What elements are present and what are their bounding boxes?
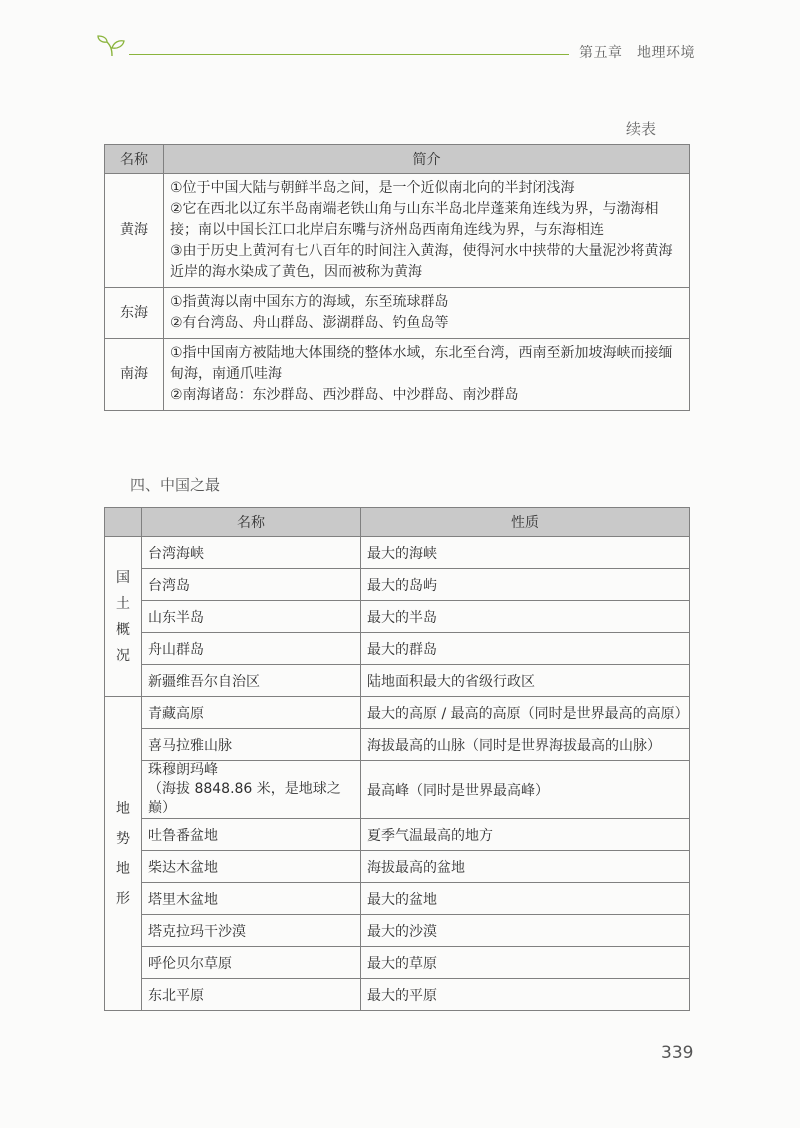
table-row bbox=[105, 339, 690, 411]
record-property: 最大的海峡 bbox=[361, 537, 690, 569]
intro-line: ③由于历史上黄河有七八百年的时间注入黄海，使得河水中挟带的大量泥沙将黄海近岸的海水染成了黄色，因而被称为黄海 bbox=[170, 243, 673, 280]
sea-name: 东海 bbox=[105, 288, 164, 339]
table-row bbox=[105, 601, 690, 633]
record-property: 最大的群岛 bbox=[361, 633, 690, 665]
sea-intro bbox=[164, 174, 690, 288]
column-header-name: 名称 bbox=[105, 145, 164, 174]
record-property: 最大的沙漠 bbox=[361, 915, 690, 947]
record-name: 台湾岛 bbox=[142, 569, 361, 601]
intro-line: ①指中国南方被陆地大体围绕的整体水域，东北至台湾，西南至新加坡海峡而接缅甸海，南通爪哇海 bbox=[170, 345, 673, 382]
group-label-text: 地势地形 bbox=[116, 800, 130, 907]
column-header-property: 性质 bbox=[361, 508, 690, 537]
continued-label: 续表 bbox=[626, 120, 657, 138]
record-name: 呼伦贝尔草原 bbox=[142, 947, 361, 979]
seas-table bbox=[104, 144, 690, 411]
record-name: 山东半岛 bbox=[142, 601, 361, 633]
group-label-text: 国土概况 bbox=[116, 569, 130, 664]
sea-name: 黄海 bbox=[105, 174, 164, 288]
table-row bbox=[105, 569, 690, 601]
sea-name: 南海 bbox=[105, 339, 164, 411]
group-label bbox=[105, 537, 142, 697]
record-name: 珠穆朗玛峰 bbox=[148, 762, 218, 778]
intro-line: ①指黄海以南中国东方的海域，东至琉球群岛 bbox=[170, 294, 449, 310]
record-property: 陆地面积最大的省级行政区 bbox=[361, 665, 690, 697]
record-property: 最大的半岛 bbox=[361, 601, 690, 633]
intro-line: ②它在西北以辽东半岛南端老铁山角与山东半岛北岸蓬莱角连线为界，与渤海相接；南以中国长江口北岸启东嘴与济州岛西南角连线为界，与东海相连 bbox=[170, 201, 659, 238]
intro-line: ②南海诸岛：东沙群岛、西沙群岛、中沙群岛、南沙群岛 bbox=[170, 387, 519, 403]
record-property: 最大的平原 bbox=[361, 979, 690, 1011]
record-name: 东北平原 bbox=[142, 979, 361, 1011]
record-property: 夏季气温最高的地方 bbox=[361, 819, 690, 851]
column-header-intro: 简介 bbox=[164, 145, 690, 174]
table-row bbox=[105, 729, 690, 761]
record-property: 海拔最高的盆地 bbox=[361, 851, 690, 883]
page-header bbox=[95, 28, 695, 68]
china-records-table bbox=[104, 507, 690, 1011]
record-property: 最大的草原 bbox=[361, 947, 690, 979]
column-header-group bbox=[105, 508, 142, 537]
record-property: 海拔最高的山脉（同时是世界海拔最高的山脉） bbox=[361, 729, 690, 761]
record-property: 最高峰（同时是世界最高峰） bbox=[361, 761, 690, 819]
column-header-name: 名称 bbox=[142, 508, 361, 537]
table-row bbox=[105, 697, 690, 729]
table-header-row bbox=[105, 508, 690, 537]
record-name-cell bbox=[142, 761, 361, 819]
table-row bbox=[105, 174, 690, 288]
record-name: 塔克拉玛干沙漠 bbox=[142, 915, 361, 947]
sprout-icon bbox=[95, 34, 129, 58]
header-rule bbox=[129, 54, 569, 55]
record-property: 最大的高原 / 最高的高原（同时是世界最高的高原） bbox=[361, 697, 690, 729]
record-name: 青藏高原 bbox=[142, 697, 361, 729]
table-row bbox=[105, 851, 690, 883]
table-row bbox=[105, 819, 690, 851]
table-row bbox=[105, 883, 690, 915]
chapter-title: 第五章 地理环境 bbox=[579, 45, 695, 61]
record-property: 最大的岛屿 bbox=[361, 569, 690, 601]
intro-line: ②有台湾岛、舟山群岛、澎湖群岛、钓鱼岛等 bbox=[170, 315, 449, 331]
record-name: 吐鲁番盆地 bbox=[142, 819, 361, 851]
group-label bbox=[105, 697, 142, 1011]
intro-line: ①位于中国大陆与朝鲜半岛之间，是一个近似南北向的半封闭浅海 bbox=[170, 180, 575, 196]
table-row bbox=[105, 537, 690, 569]
table-row bbox=[105, 665, 690, 697]
table-row bbox=[105, 633, 690, 665]
record-name: 新疆维吾尔自治区 bbox=[142, 665, 361, 697]
table-row bbox=[105, 915, 690, 947]
sea-intro bbox=[164, 339, 690, 411]
record-name: 台湾海峡 bbox=[142, 537, 361, 569]
record-name: 柴达木盆地 bbox=[142, 851, 361, 883]
record-name: 喜马拉雅山脉 bbox=[142, 729, 361, 761]
table-row bbox=[105, 761, 690, 819]
sea-intro bbox=[164, 288, 690, 339]
table-header-row bbox=[105, 145, 690, 174]
record-name: 塔里木盆地 bbox=[142, 883, 361, 915]
page-number: 339 bbox=[661, 1043, 694, 1063]
record-name-note: （海拔 8848.86 米，是地球之巅） bbox=[148, 781, 341, 816]
record-property: 最大的盆地 bbox=[361, 883, 690, 915]
record-name: 舟山群岛 bbox=[142, 633, 361, 665]
table-row bbox=[105, 288, 690, 339]
table-row bbox=[105, 979, 690, 1011]
table-row bbox=[105, 947, 690, 979]
section-title: 四、中国之最 bbox=[130, 476, 221, 494]
